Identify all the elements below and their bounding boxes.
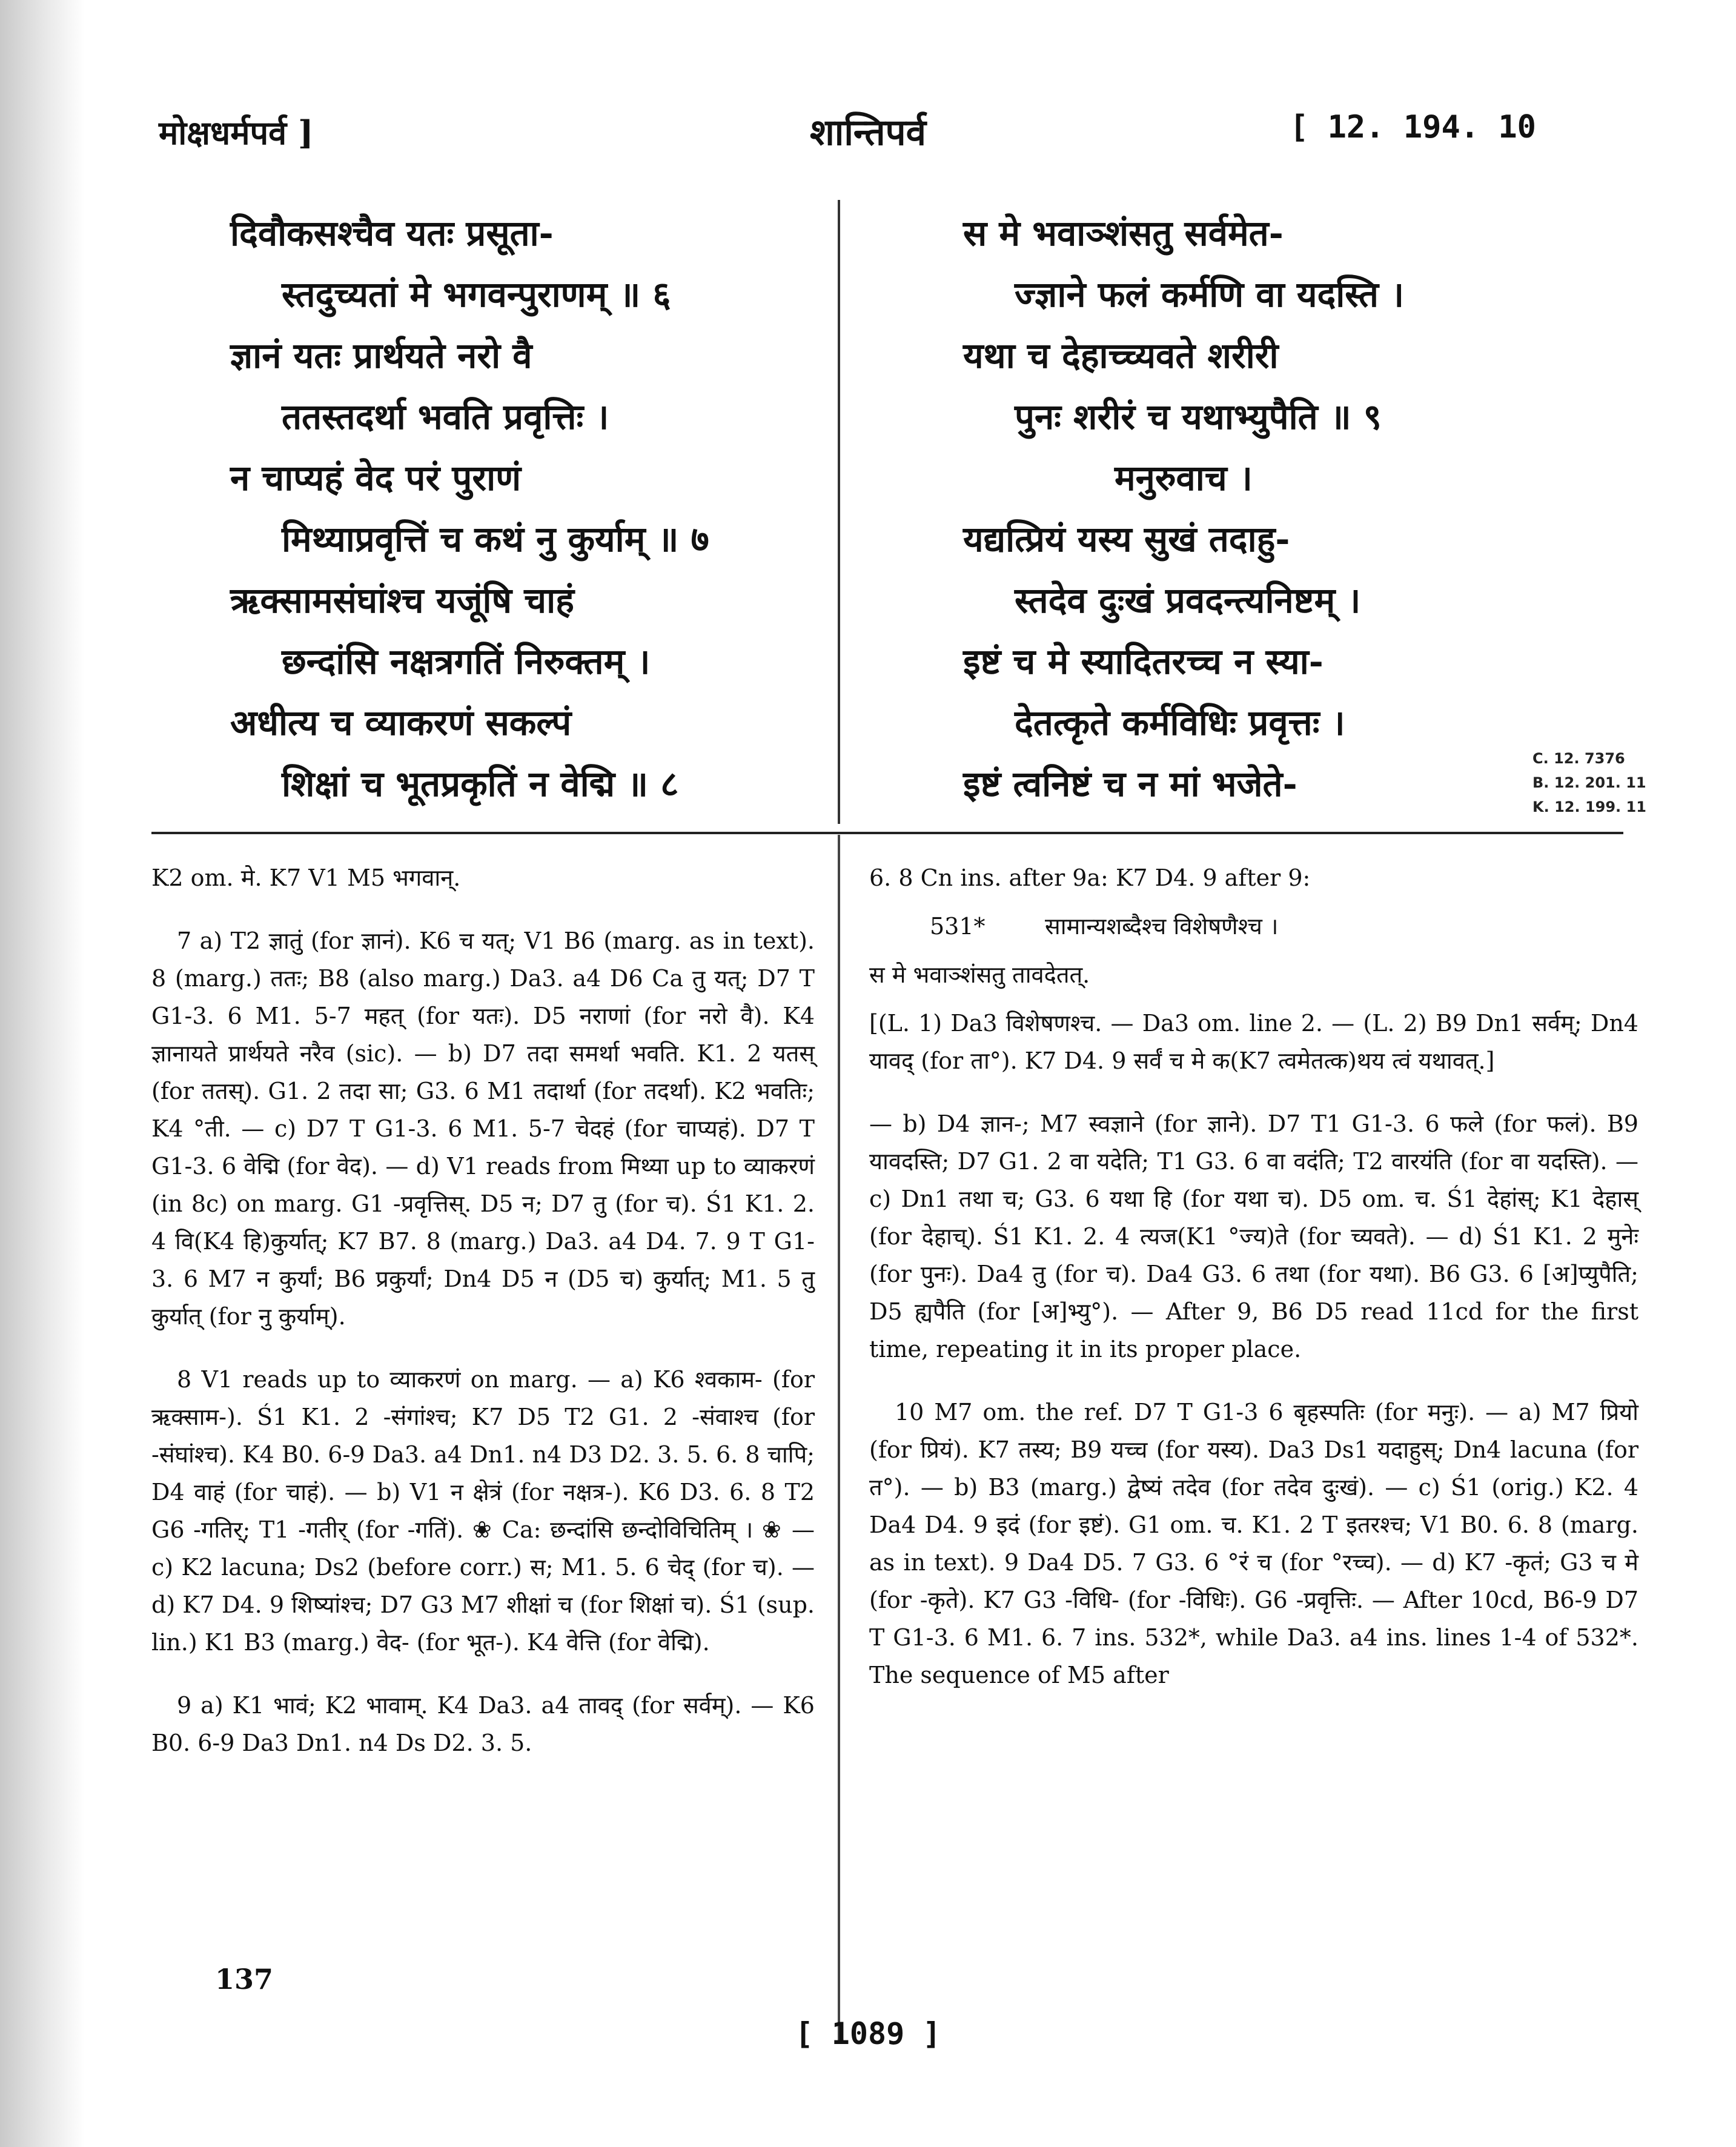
verse-line: ततस्तदर्था भवति प्रवृत्तिः । bbox=[282, 396, 609, 437]
insert-line-2: स मे भवाञ्शंसतु तावदेतत्. bbox=[869, 961, 1090, 988]
verse-line: स्तदुच्यतां मे भगवन्पुराणम् ॥ ६ bbox=[282, 274, 671, 315]
verse-line: स्तदेव दुःखं प्रवदन्त्यनिष्टम् । bbox=[1015, 580, 1361, 621]
insert-passage bbox=[869, 908, 1638, 994]
running-head-center: शान्तिपर्व bbox=[810, 111, 926, 154]
critical-apparatus-right bbox=[869, 859, 1638, 1705]
verse-line: यद्यत्प्रियं यस्य सुखं तदाहु- bbox=[963, 519, 1290, 560]
verse-line: छन्दांसि नक्षत्रगतिं निरुक्तम् । bbox=[282, 641, 651, 682]
verse-line: इष्टं च मे स्यादितरच्च न स्या- bbox=[963, 641, 1324, 682]
verse-column-left bbox=[230, 203, 824, 815]
page-number: 137 bbox=[215, 1963, 274, 1996]
concordance-kumbhakonam: K. 12. 199. 11 bbox=[1532, 798, 1646, 815]
verse-line: पुनः शरीरं च यथाभ्युपैति ॥ ९ bbox=[1015, 396, 1382, 437]
running-head-right: [ 12. 194. 10 bbox=[1290, 109, 1536, 145]
verse-line: अधीत्य च व्याकरणं सकल्पं bbox=[230, 702, 572, 743]
verse-line: यथा च देहाच्च्यवते शरीरी bbox=[963, 335, 1279, 376]
insert-number: 531* bbox=[930, 913, 986, 940]
verse-column-right bbox=[963, 203, 1545, 815]
apparatus-paragraph: [(L. 1) Da3 विशेषणश्च. — Da3 om. line 2. — (L. 2) B9 Dn1 सर्वम्; Dn4 यावद् (for ता°). K7 D4. 9 सर्वं च मे क(K7 त्वमेतत्क)थय त्वं यथावत्.] bbox=[869, 1010, 1638, 1074]
verse-line: स मे भवाञ्शंसतु सर्वमेत- bbox=[963, 213, 1284, 254]
verse-line: मनुरुवाच । bbox=[1115, 457, 1253, 499]
verse-line: ज्ञानं यतः प्रार्थयते नरो वै bbox=[230, 335, 532, 376]
verse-line: दिवौकसश्चैव यतः प्रसूता- bbox=[230, 213, 554, 254]
apparatus-paragraph: 8 V1 reads up to व्याकरणं on marg. — a) K6 श्वकाम- (for ऋक्साम-). Ś1 K1. 2 -संगांश्च; K7 D5 T2 G1. 2 -संवाश्च (for -संघांश्च). K4 B0. 6-9 Da3. a4 Dn1. n4 D3 D2. 3. 5. 6. 8 चापि; D4 वाहं (for चाहं). — b) V1 न क्षेत्रं (for नक्षत्र-). K6 D3. 6. 8 T2 G6 -गतिर्; T1 -गतीर् (for -गतिं). ❀ Ca: छन्दांसि छन्दोविचितिम् । ❀ — c) K2 lacuna; Ds2 (before corr.) स; M1. 5. 6 चेद् (for च). — d) K7 D4. 9 शिष्यांश्च; D7 G3 M7 शीक्षां च (for शिक्षां च). Ś1 (sup. lin.) K1 B3 (marg.) वेद- (for भूत-). K4 वेत्ति (for वेद्मि). bbox=[151, 1366, 815, 1656]
apparatus-paragraph: 6. 8 Cn ins. after 9a: K7 D4. 9 after 9: bbox=[869, 864, 1311, 891]
verse-line: ऋक्सामसंघांश्च यजूंषि चाहं bbox=[230, 580, 574, 621]
critical-apparatus-left bbox=[151, 859, 815, 1773]
apparatus-column-divider bbox=[838, 835, 840, 2040]
text-apparatus-separator bbox=[151, 832, 1623, 834]
verse-line: देतत्कृते कर्मविधिः प्रवृत्तः । bbox=[1015, 702, 1345, 743]
apparatus-paragraph: 7 a) T2 ज्ञातुं (for ज्ञानं). K6 च यत्; V1 B6 (marg. as in text). 8 (marg.) ततः; B8 (also marg.) Da3. a4 D6 Ca तु यत्; D7 T G1-3. 6 M1. 5-7 महत् (for यतः). D5 नराणां (for नरो वै). K4 ज्ञानायते प्रार्थयते नरैव (sic). — b) D7 तदा समर्था भवति. K1. 2 यतस् (for ततस्). G1. 2 तदा सा; G3. 6 M1 तदार्था (for तदर्था). K2 भवतिः; K4 °ती. — c) D7 T G1-3. 6 M1. 5-7 चेदहं (for चाप्यहं). D7 T G1-3. 6 वेद्मि (for वेद). — d) V1 reads from मिथ्या up to व्याकरणं (in 8c) on marg. G1 -प्रवृत्तिस्. D5 न; D7 तु (for च). Ś1 K1. 2. 4 वि(K4 हि)कुर्यात्; K7 B7. 8 (marg.) Da3. a4 D4. 7. 9 T G1-3. 6 M7 न कुर्यां; B6 प्रकुर्यां; Dn4 D5 न (D5 च) कुर्यात्; M1. 5 तु कुर्यात् (for नु कुर्याम्). bbox=[151, 927, 815, 1330]
apparatus-paragraph: 9 a) K1 भावं; K2 भावाम्. K4 Da3. a4 तावद् (for सर्वम्). — K6 B0. 6-9 Da3 Dn1. n4 Ds D2. 3. 5. bbox=[151, 1692, 815, 1756]
verse-line: ज्ज्ञाने फलं कर्मणि वा यदस्ति । bbox=[1015, 274, 1405, 315]
apparatus-paragraph: — b) D4 ज्ञान-; M7 स्वज्ञाने (for ज्ञाने). D7 T1 G1-3. 6 फले (for फलं). B9 यावदस्ति; D7 G1. 2 वा यदेति; T1 G3. 6 वा वदंति; T2 वारयंति (for वा यदस्ति). — c) Dn1 तथा च; G3. 6 यथा हि (for यथा च). D5 om. च. Ś1 देहांस्; K1 देहास् (for देहाच्). Ś1 K1. 2. 4 त्यज(K1 °ज्य)ते (for च्यवते). — d) Ś1 K1. 2 मुनेः (for पुनः). Da4 तु (for च). Da4 G3. 6 तथा (for यथा). B6 G3. 6 [अ]प्युपैति; D5 ह्यपैति (for [अ]भ्यु°). — After 9, B6 D5 read 11cd for the first time, repeating it in its proper place. bbox=[869, 1110, 1638, 1362]
volume-page-number: [ 1089 ] bbox=[795, 2016, 941, 2051]
running-head-left: मोक्षधर्मपर्व ] bbox=[159, 113, 314, 152]
verse-line: न चाप्यहं वेद परं पुराणं bbox=[230, 457, 522, 499]
apparatus-paragraph: K2 om. मे. K7 V1 M5 भगवान्. bbox=[151, 864, 461, 891]
apparatus-paragraph: 10 M7 om. the ref. D7 T G1-3 6 बृहस्पतिः (for मनुः). — a) M7 प्रियो (for प्रियं). K7 तस्य; B9 यच्च (for यस्य). Da3 Ds1 यदाहुस्; Dn4 lacuna (for त°). — b) B3 (marg.) द्वेष्यं तदेव (for तदेव दुःखं). — c) Ś1 (orig.) K2. 4 Da4 D4. 9 इदं (for इष्टं). G1 om. च. K1. 2 T इतरश्च; V1 B0. 6. 8 (marg. as in text). 9 Da4 D5. 7 G3. 6 °रं च (for °रच्च). — d) K7 -कृतं; G3 च मे (for -कृते). K7 G3 -विधि- (for -विधिः). G6 -प्रवृत्तिः. — After 10cd, B6-9 D7 T G1-3. 6 M1. 6. 7 ins. 532*, while Da3. a4 ins. lines 1-4 of 532*. The sequence of M5 after bbox=[869, 1399, 1638, 1688]
insert-line-1: सामान्यशब्दैश्च विशेषणैश्च । bbox=[1045, 913, 1279, 940]
concordance-references bbox=[1532, 746, 1646, 819]
verse-line: मिथ्याप्रवृत्तिं च कथं नु कुर्याम् ॥ ७ bbox=[282, 519, 709, 560]
concordance-bombay: B. 12. 201. 11 bbox=[1532, 774, 1646, 791]
verse-line: इष्टं त्वनिष्टं च न मां भजेते- bbox=[963, 763, 1297, 805]
verse-line: शिक्षां च भूतप्रकृतिं न वेद्मि ॥ ८ bbox=[282, 763, 679, 805]
verse-column-divider bbox=[838, 200, 840, 824]
concordance-calcutta: C. 12. 7376 bbox=[1532, 750, 1625, 767]
